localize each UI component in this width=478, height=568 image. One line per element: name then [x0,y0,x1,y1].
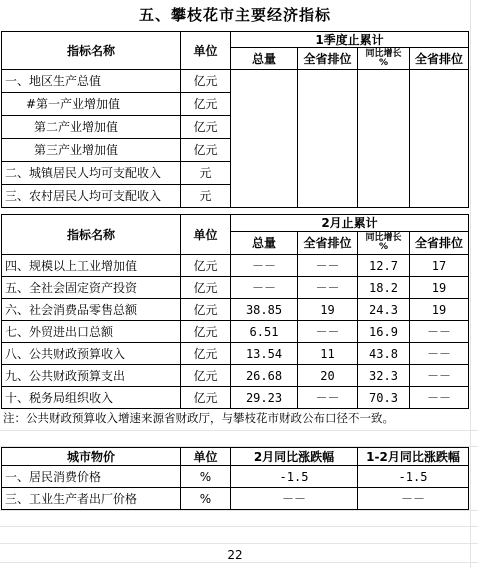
value-rank: －－ [298,255,358,277]
header-yoy-growth: 同比增长 % [358,232,410,255]
header-indicator-name: 指标名称 [2,32,181,70]
indicator-name: 五、全社会固定资产投资 [2,277,181,299]
indicator-name: 十、税务局组织收入 [2,387,181,409]
header-feb-yoy: 2月同比涨跌幅 [231,448,358,466]
value-cell [358,70,410,208]
table-row [2,70,469,93]
indicator-name: 七、外贸进出口总额 [2,321,181,343]
table-row [2,255,469,277]
indicator-unit: 亿元 [181,343,231,365]
indicator-unit: 亿元 [181,93,231,116]
header-indicator-name: 指标名称 [2,215,181,255]
value-total: 6.51 [231,321,298,343]
indicator-unit: 亿元 [181,387,231,409]
value-rank: －－ [298,387,358,409]
header-yoy-growth: 同比增长 % [358,48,410,70]
value-growth: 70.3 [358,387,410,409]
header-period: 2月止累计 [231,215,469,232]
table-row [2,321,469,343]
value-growth: 18.2 [358,277,410,299]
value-cell [410,70,469,208]
value-total: 26.68 [231,365,298,387]
grid-line [470,0,471,568]
indicator-unit: 亿元 [181,116,231,139]
value-rank: －－ [410,387,469,409]
value-growth: 16.9 [358,321,410,343]
indicator-name: 四、规模以上工业增加值 [2,255,181,277]
table-row [2,299,469,321]
indicator-name: #第一产业增加值 [2,93,181,116]
header-province-rank: 全省排位 [410,48,469,70]
table-row [2,365,469,387]
table-february-indicators [1,214,469,409]
value-cell [298,70,358,208]
indicator-name: 六、社会消费品零售总额 [2,299,181,321]
table-row [2,387,469,409]
header-unit: 单位 [181,448,231,466]
indicator-unit: % [181,488,231,510]
indicator-name: 九、公共财政预算支出 [2,365,181,387]
page-number: 22 [227,548,243,562]
value-rank: －－ [410,343,469,365]
table-row [2,277,469,299]
value-cell [231,70,298,208]
value-rank: －－ [298,321,358,343]
indicator-name: 一、居民消费价格 [2,466,181,488]
indicator-name: 二、城镇居民人均可支配收入 [2,162,181,185]
value-total: 13.54 [231,343,298,365]
value-rank: 11 [298,343,358,365]
indicator-unit: 亿元 [181,139,231,162]
footnote: 注：公共财政预算收入增速来源省财政厅，与攀枝花市财政公布口径不一致。 [3,411,394,425]
value-total: －－ [231,255,298,277]
indicator-name: 第二产业增加值 [2,116,181,139]
value-rank: －－ [410,321,469,343]
page-title: 五、攀枝花市主要经济指标 [138,6,331,24]
value-feb-yoy: -1.5 [231,466,358,488]
grid-line [0,562,478,563]
value-growth: 43.8 [358,343,410,365]
indicator-name: 第三产业增加值 [2,139,181,162]
value-growth: 24.3 [358,299,410,321]
value-total: 38.85 [231,299,298,321]
value-jan-feb-yoy: －－ [358,488,469,510]
value-rank: 20 [298,365,358,387]
indicator-unit: 亿元 [181,321,231,343]
header-indicator-name: 城市物价 [2,448,181,466]
grid-line [0,510,478,511]
table-quarter-indicators [1,31,469,208]
grid-line [0,526,478,527]
value-growth: 12.7 [358,255,410,277]
table-city-prices [1,447,469,510]
grid-line [0,543,478,544]
value-rank: 17 [410,255,469,277]
header-province-rank: 全省排位 [298,48,358,70]
header-total: 总量 [231,232,298,255]
indicator-unit: 元 [181,162,231,185]
header-total: 总量 [231,48,298,70]
value-growth: 32.3 [358,365,410,387]
indicator-unit: 亿元 [181,365,231,387]
indicator-unit: 元 [181,185,231,208]
header-unit: 单位 [181,32,231,70]
value-rank: 19 [298,299,358,321]
table-row [2,466,469,488]
grid-line [0,430,478,431]
value-total: －－ [231,277,298,299]
table-row [2,488,469,510]
indicator-name: 一、地区生产总值 [2,70,181,93]
value-total: 29.23 [231,387,298,409]
value-rank: 19 [410,299,469,321]
indicator-name: 三、农村居民人均可支配收入 [2,185,181,208]
header-unit: 单位 [181,215,231,255]
indicator-name: 八、公共财政预算收入 [2,343,181,365]
indicator-unit: 亿元 [181,277,231,299]
header-jan-feb-yoy: 1-2月同比涨跌幅 [358,448,469,466]
header-period: 1季度止累计 [231,32,469,48]
value-rank: －－ [410,365,469,387]
indicator-name: 三、工业生产者出厂价格 [2,488,181,510]
value-rank: －－ [298,277,358,299]
indicator-unit: 亿元 [181,70,231,93]
table-row [2,343,469,365]
value-rank: 19 [410,277,469,299]
value-jan-feb-yoy: -1.5 [358,466,469,488]
indicator-unit: 亿元 [181,299,231,321]
value-feb-yoy: －－ [231,488,358,510]
indicator-unit: 亿元 [181,255,231,277]
indicator-unit: % [181,466,231,488]
header-province-rank: 全省排位 [410,232,469,255]
header-province-rank: 全省排位 [298,232,358,255]
